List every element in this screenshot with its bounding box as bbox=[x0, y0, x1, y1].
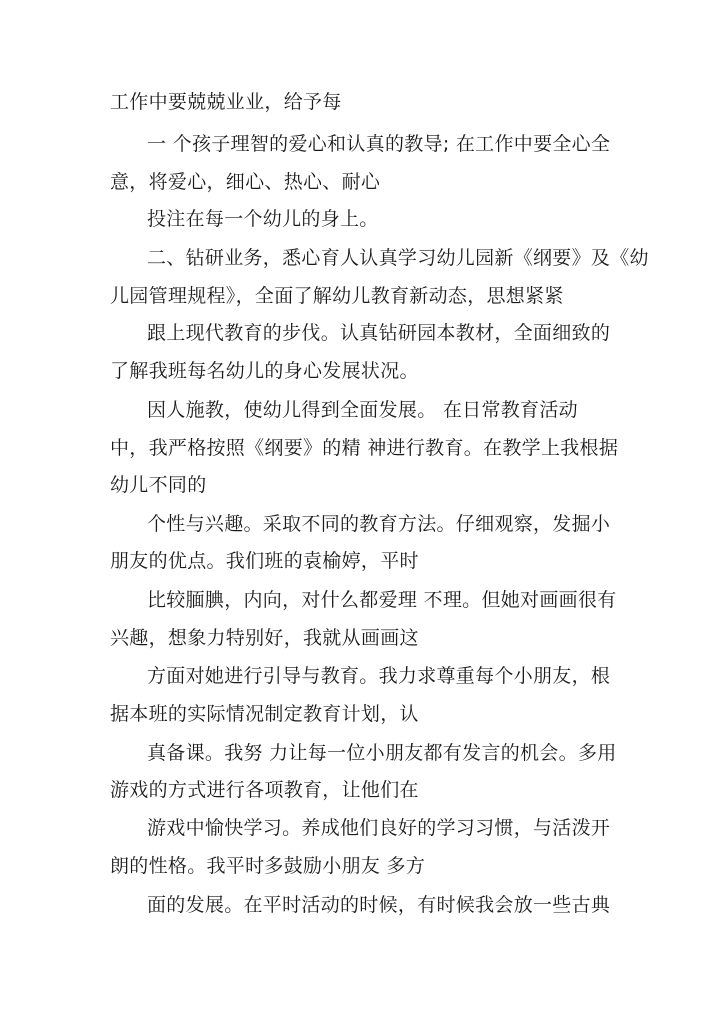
text-line: 兴趣，想象力特别好，我就从画画这 bbox=[110, 627, 419, 649]
text-line: 了解我班每名幼儿的身心发展状况。 bbox=[110, 360, 419, 382]
text-line: 儿园管理规程》，全面了解幼儿教育新动态，思想紧紧 bbox=[110, 285, 564, 307]
text-line: 游戏中愉快学习。养成他们良好的学习习惯，与活泼开 bbox=[147, 817, 611, 839]
text-line: 游戏的方式进行各项教育，让他们在 bbox=[110, 779, 419, 801]
text-line: 方面对她进行引导与教育。我力求尊重每个小朋友，根 bbox=[147, 665, 611, 687]
text-line: 比较腼腆，内向，对什么都爱理 不理。但她对画画很有 bbox=[147, 589, 617, 611]
text-line: 中，我严格按照《纲要》的精 神进行教育。在教学上我根据 bbox=[110, 437, 619, 459]
text-line: 跟上现代教育的步伐。认真钻研园本教材，全面细致的 bbox=[147, 322, 611, 344]
text-line: 二、钻研业务，悉心育人认真学习幼儿园新《纲要》及《幼 bbox=[147, 247, 649, 269]
text-line: 真备课。我努 力让每一位小朋友都有发言的机会。多用 bbox=[147, 742, 617, 764]
text-line: 个性与兴趣。采取不同的教育方法。仔细观察，发掘小 bbox=[147, 513, 611, 535]
text-line: 据本班的实际情况制定教育计划，认 bbox=[110, 703, 419, 725]
text-line: 面的发展。在平时活动的时候，有时候我会放一些古典 bbox=[147, 894, 611, 916]
text-line: 朗的性格。我平时多鼓励小朋友 多方 bbox=[110, 855, 426, 877]
text-line: 投注在每一个幼儿的身上。 bbox=[147, 208, 379, 230]
text-line: 因人施教，使幼儿得到全面发展。 在日常教育活动 bbox=[147, 399, 578, 421]
text-line: 意，将爱心，细心、热心、耐心 bbox=[110, 171, 381, 193]
text-line: 一 个孩子理智的爱心和认真的教导; 在工作中要全心全 bbox=[147, 133, 611, 155]
text-line: 工作中要兢兢业业，给予每 bbox=[110, 91, 342, 113]
text-line: 幼儿不同的 bbox=[110, 474, 207, 496]
text-line: 朋友的优点。我们班的袁榆婷，平时 bbox=[110, 550, 419, 572]
